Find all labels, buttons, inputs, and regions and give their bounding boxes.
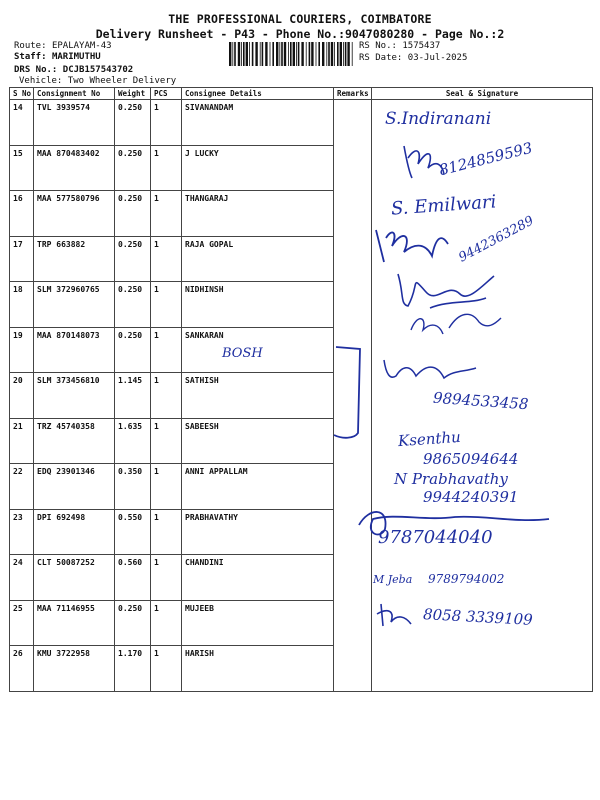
cell-consignee: NIDHINSH [182, 282, 334, 328]
table-row [10, 282, 593, 328]
cell-consignee: SANKARAN [182, 327, 334, 373]
rs-no-value: 1575437 [402, 41, 441, 51]
cell-sno: 23 [10, 509, 34, 555]
cell-pcs: 1 [151, 373, 182, 419]
cell-consignee: J LUCKY [182, 145, 334, 191]
cell-pcs: 1 [151, 236, 182, 282]
cell-remarks [334, 646, 372, 692]
cell-weight: 1.145 [115, 373, 151, 419]
cell-consignment: TVL 3939574 [34, 100, 115, 146]
runsheet-table [9, 87, 593, 692]
rs-date-line: RS Date: 03-Jul-2025 [359, 53, 468, 63]
table-row [10, 327, 593, 373]
cell-consignment: TRZ 45740358 [34, 418, 115, 464]
signature-scribble-row20 [380, 352, 480, 386]
cell-consignment: EDQ 23901346 [34, 464, 115, 510]
cell-remarks [334, 100, 372, 146]
cell-consignee: SATHISH [182, 373, 334, 419]
cell-pcs: 1 [151, 646, 182, 692]
cell-sno: 22 [10, 464, 34, 510]
cell-consignee: HARISH [182, 646, 334, 692]
col-seal: Seal & Signature [372, 88, 593, 100]
cell-sno: 14 [10, 100, 34, 146]
drs-value: DCJB157543702 [62, 65, 134, 75]
cell-consignee: SIVANANDAM [182, 100, 334, 146]
cell-consignment: MAA 870148073 [34, 327, 115, 373]
cell-consignee: THANGARAJ [182, 191, 334, 237]
vehicle-line: Vehicle: Two Wheeler Delivery [19, 76, 177, 86]
cell-pcs: 1 [151, 555, 182, 601]
phone-row26: 8058 3339109 [422, 605, 534, 629]
cell-weight: 0.250 [115, 191, 151, 237]
phone-row24: 9787044040 [378, 527, 493, 548]
staff-value: MARIMUTHU [51, 52, 101, 62]
phone-row22: 9865094644 [423, 450, 519, 468]
cell-weight: 0.250 [115, 100, 151, 146]
signature-row14: S.Indiranani [385, 109, 492, 129]
cell-seal [372, 646, 593, 692]
cell-sno: 25 [10, 600, 34, 646]
cell-consignment: SLM 372960765 [34, 282, 115, 328]
cell-weight: 0.250 [115, 327, 151, 373]
cell-remarks [334, 191, 372, 237]
overwrite-row20: BOSH [222, 346, 263, 361]
cell-pcs: 1 [151, 327, 182, 373]
route-line: Route: EPALAYAM-43 [14, 41, 112, 51]
cell-weight: 0.250 [115, 236, 151, 282]
staff-line: Staff: MARIMUTHU [14, 52, 101, 62]
cell-remarks [334, 464, 372, 510]
cell-weight: 0.250 [115, 145, 151, 191]
cell-consignment: TRP 663882 [34, 236, 115, 282]
cell-weight: 1.635 [115, 418, 151, 464]
cell-sno: 16 [10, 191, 34, 237]
cell-consignee: RAJA GOPAL [182, 236, 334, 282]
cell-sno: 17 [10, 236, 34, 282]
cell-weight: 0.350 [115, 464, 151, 510]
cell-consignment: MAA 577580796 [34, 191, 115, 237]
table-row [10, 100, 593, 146]
cell-weight: 0.250 [115, 600, 151, 646]
phone-row17: 9442363289 [456, 213, 537, 266]
cell-consignment: CLT 50087252 [34, 555, 115, 601]
route-value: EPALAYAM-43 [51, 41, 112, 51]
cell-weight: 1.170 [115, 646, 151, 692]
cell-consignment: MAA 71146955 [34, 600, 115, 646]
cell-sno: 19 [10, 327, 34, 373]
cell-sno: 21 [10, 418, 34, 464]
cell-consignee: PRABHAVATHY [182, 509, 334, 555]
cell-consignee: SABEESH [182, 418, 334, 464]
cell-consignee: ANNI APPALLAM [182, 464, 334, 510]
signature-scribble-row19 [405, 300, 505, 340]
cell-weight: 0.250 [115, 282, 151, 328]
cell-remarks [334, 282, 372, 328]
rs-no-line: RS No.: 1575437 [359, 41, 441, 51]
table-row [10, 555, 593, 601]
cell-pcs: 1 [151, 418, 182, 464]
phone-row23: 9944240391 [423, 488, 519, 506]
cell-pcs: 1 [151, 509, 182, 555]
cell-pcs: 1 [151, 464, 182, 510]
col-sno: S No [10, 88, 34, 100]
cell-sno: 26 [10, 646, 34, 692]
cell-sno: 24 [10, 555, 34, 601]
runsheet-title: Delivery Runsheet - P43 - Phone No.:9047080280 - Page No.:2 [95, 27, 505, 41]
phone-row25: 9789794002 [428, 572, 505, 586]
col-consignment: Consignment No [34, 88, 115, 100]
phone-row15: 8124859593 [437, 138, 535, 180]
table-header-row [10, 88, 593, 100]
cell-consignment: MAA 870483402 [34, 145, 115, 191]
cell-remarks [334, 236, 372, 282]
phone-row21: 9894533458 [432, 388, 529, 414]
cell-remarks [334, 145, 372, 191]
cell-consignment: DPI 692498 [34, 509, 115, 555]
cell-sno: 15 [10, 145, 34, 191]
barcode-image [229, 42, 353, 66]
name-row22: Ksenthu [397, 427, 462, 451]
cell-consignment: KMU 3722958 [34, 646, 115, 692]
rs-date-value: 03-Jul-2025 [407, 53, 468, 63]
drs-line: DRS No.: DCJB157543702 [14, 65, 134, 75]
cell-sno: 18 [10, 282, 34, 328]
cell-weight: 0.560 [115, 555, 151, 601]
table-row [10, 646, 593, 692]
cell-consignee: MUJEEB [182, 600, 334, 646]
signature-scribble-row17 [372, 224, 452, 266]
col-remarks: Remarks [334, 88, 372, 100]
cell-remarks [334, 600, 372, 646]
company-title: THE PROFESSIONAL COURIERS, COIMBATORE [168, 12, 432, 26]
cell-remarks [334, 555, 372, 601]
col-pcs: PCS [151, 88, 182, 100]
signature-row16: S. Emilwari [390, 191, 497, 220]
vehicle-value: Two Wheeler Delivery [67, 76, 177, 86]
name-row25: M Jeba [373, 573, 413, 586]
cell-pcs: 1 [151, 282, 182, 328]
col-consignee: Consignee Details [182, 88, 334, 100]
cell-consignee: CHANDINI [182, 555, 334, 601]
signature-scribble-row15 [398, 138, 448, 182]
cell-pcs: 1 [151, 145, 182, 191]
cell-pcs: 1 [151, 600, 182, 646]
cell-sno: 20 [10, 373, 34, 419]
cell-pcs: 1 [151, 100, 182, 146]
col-weight: Weight [115, 88, 151, 100]
cell-weight: 0.550 [115, 509, 151, 555]
signature-scribble-row26 [375, 600, 415, 630]
bracket-mark [330, 343, 370, 443]
cell-consignment: SLM 373456810 [34, 373, 115, 419]
name-row23: N Prabhavathy [394, 470, 508, 488]
cell-pcs: 1 [151, 191, 182, 237]
